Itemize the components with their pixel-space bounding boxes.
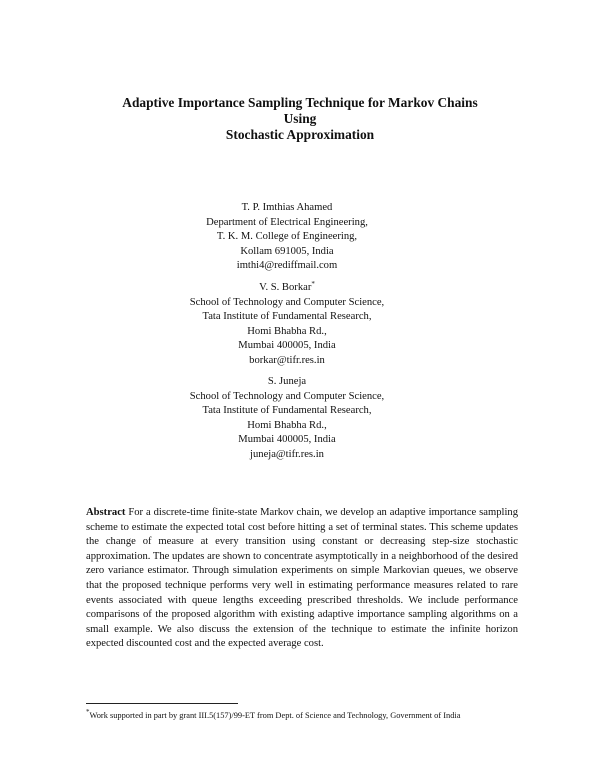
author-name-row bbox=[0, 281, 574, 296]
author-block-3 bbox=[0, 375, 574, 462]
author-affiliation: Department of Electrical Engineering, bbox=[206, 216, 368, 228]
author-affiliation: Tata Institute of Fundamental Research, bbox=[202, 405, 372, 416]
author-address: Homi Bhabha Rd., bbox=[247, 325, 327, 337]
author-address: Homi Bhabha Rd., bbox=[247, 419, 327, 431]
abstract-heading: Abstract bbox=[86, 507, 126, 518]
author-name: V. S. Borkar bbox=[259, 282, 312, 293]
footnote bbox=[86, 710, 518, 722]
footnote-mark: * bbox=[86, 708, 90, 716]
author-block-2 bbox=[0, 281, 574, 368]
author-address: Kollam 691005, India bbox=[240, 245, 334, 257]
author-affiliation: Tata Institute of Fundamental Research, bbox=[202, 311, 372, 322]
author-email: imthi4@rediffmail.com bbox=[236, 260, 338, 271]
paper-title bbox=[0, 95, 600, 143]
title-line-1: Adaptive Importance Sampling Technique for Markov Chains bbox=[122, 95, 478, 110]
author-name: T. P. Imthias Ahamed bbox=[241, 202, 333, 213]
author-address: Mumbai 400005, India bbox=[238, 434, 336, 445]
footnote-divider bbox=[86, 703, 238, 704]
author-affiliation: School of Technology and Computer Science, bbox=[189, 296, 385, 308]
abstract-text: For a discrete-time finite-state Markov chain, we develop an adaptive importance sampling scheme to estimate the expected total cost before hitting a set of terminal states. This scheme updates the change of measure at every transition using constant or decreasing step-size stochastic approximation. The updates are shown to concentrate asymptotically in a neighborhood of the desired zero variance estimator. Through simulation experiments on simple Markovian queues, we observe that the proposed technique performs very well in estimating performance measures related to rare events associated with queue lengths exceeding prescribed thresholds. We include performance comparisons of the proposed algorithm with existing adaptive importance sampling algorithms on a small example. We also discuss the extension of the technique to estimate the infinite horizon expected discounted cost and the expected average cost. bbox=[86, 507, 518, 650]
abstract bbox=[86, 506, 518, 652]
title-line-2: Using bbox=[283, 111, 317, 126]
author-address: Mumbai 400005, India bbox=[238, 340, 336, 351]
author-affiliation: T. K. M. College of Engineering, bbox=[216, 231, 358, 242]
author-name: S. Juneja bbox=[267, 376, 307, 387]
author-email: juneja@tifr.res.in bbox=[250, 448, 324, 460]
author-block-1 bbox=[0, 201, 574, 274]
author-email: borkar@tifr.res.in bbox=[249, 354, 325, 366]
title-line-3: Stochastic Approximation bbox=[225, 127, 375, 142]
author-affiliation: School of Technology and Computer Science, bbox=[189, 390, 385, 402]
footnote-mark: * bbox=[311, 280, 315, 288]
footnote-text: Work supported in part by grant III.5(157)/99-ET from Dept. of Science and Technology, Government of India bbox=[89, 711, 461, 720]
